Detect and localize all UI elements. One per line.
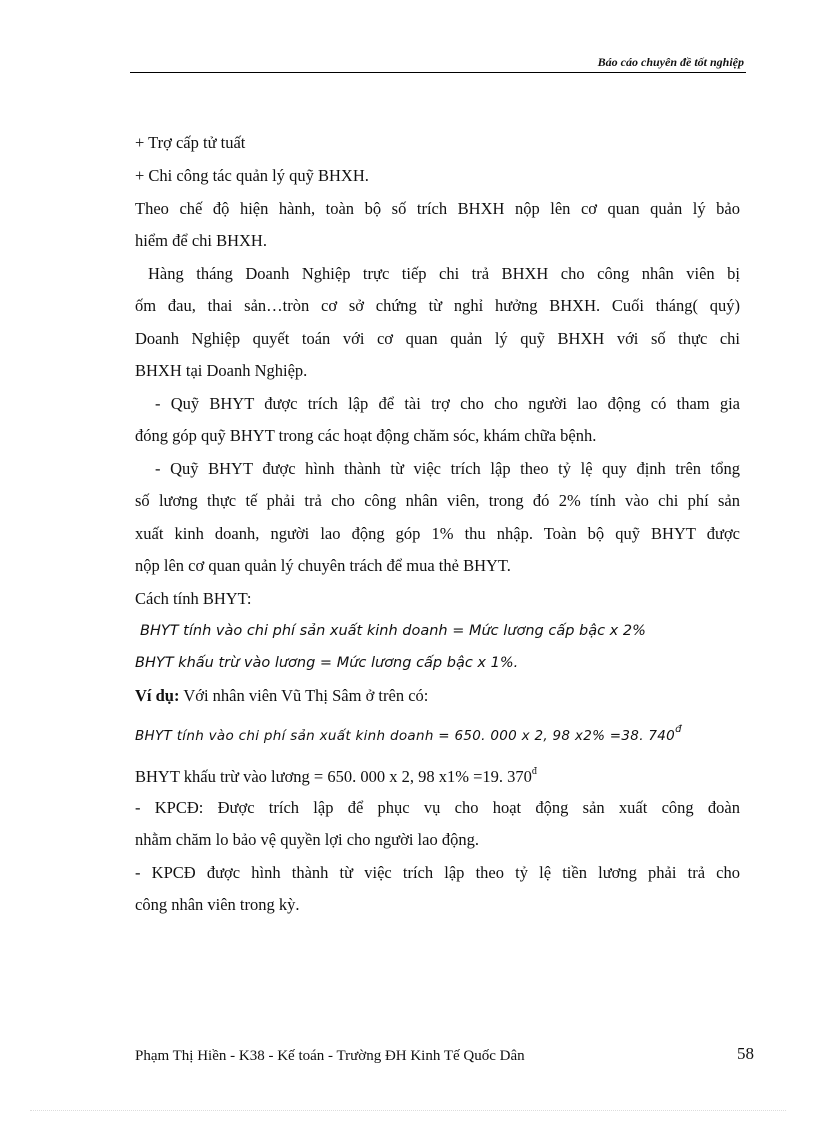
formula-text: BHYT khấu trừ vào lương = 650. 000 x 2, 98 x1% =19. 370 <box>135 767 532 786</box>
text-line: Hàng tháng Doanh Nghiệp trực tiếp chi trả BHXH cho công nhân viên bị <box>148 264 740 283</box>
text-line: Doanh Nghiệp quyết toán với cơ quan quản lý quỹ BHXH với số thực chi <box>135 329 740 348</box>
example-text: Với nhân viên Vũ Thị Sâm ở trên có: <box>183 686 429 705</box>
text-line: nhằm chăm lo bảo vệ quyền lợi cho người lao động. <box>135 830 479 849</box>
formula-text: BHYT tính vào chi phí sản xuất kinh doanh = 650. 000 x 2, 98 x2% =38. 740 <box>135 728 676 744</box>
header-rule <box>130 72 746 73</box>
text-line: BHXH tại Doanh Nghiệp. <box>135 361 308 380</box>
text-line: đóng góp quỹ BHYT trong các hoạt động chăm sóc, khám chữa bệnh. <box>135 426 597 445</box>
currency-symbol: đ <box>531 766 537 777</box>
formula-line <box>135 718 740 748</box>
text-line: - KPCĐ được hình thành từ việc trích lập theo tỷ lệ tiền lương phải trả cho <box>135 863 740 882</box>
text-line: xuất kinh doanh, người lao động góp 1% thu nhập. Toàn bộ quỹ BHYT được <box>135 524 740 543</box>
text-line: - Quỹ BHYT được trích lập để tài trợ cho cho người lao động có tham gia <box>155 394 740 413</box>
page-number: 58 <box>737 1044 754 1063</box>
text-line: số lương thực tế phải trả cho công nhân viên, trong đó 2% tính vào chi phí sản <box>135 491 740 510</box>
footer-author: Phạm Thị Hiền - K38 - Kế toán - Trường ĐH Kinh Tế Quốc Dân <box>135 1048 525 1064</box>
formula-line <box>135 760 740 789</box>
text-line: - KPCĐ: Được trích lập để phục vụ cho hoạt động sản xuất công đoàn <box>135 798 740 817</box>
text-line: nộp lên cơ quan quản lý chuyên trách để mua thẻ BHYT. <box>135 556 511 575</box>
text-line: hiểm để chi BHXH. <box>135 231 267 250</box>
example-line <box>135 684 740 708</box>
page-bottom-border <box>30 1110 786 1111</box>
currency-symbol: đ <box>675 724 682 735</box>
formula-line: BHYT khấu trừ vào lương = Mức lương cấp bậc x 1%. <box>135 655 519 671</box>
text-line: + Trợ cấp tử tuất <box>135 133 246 152</box>
formula-line: BHYT tính vào chi phí sản xuất kinh doanh = Mức lương cấp bậc x 2% <box>140 623 646 639</box>
header-title: Báo cáo chuyên đề tốt nghiệp <box>597 55 744 69</box>
text-line: Theo chế độ hiện hành, toàn bộ số trích BHXH nộp lên cơ quan quản lý bảo <box>135 199 740 218</box>
text-line: ốm đau, thai sản…tròn cơ sở chứng từ nghỉ hưởng BHXH. Cuối tháng( quý) <box>135 296 740 315</box>
text-line: công nhân viên trong kỳ. <box>135 895 300 914</box>
example-label: Ví dụ: <box>135 686 180 705</box>
text-line: - Quỹ BHYT được hình thành từ việc trích lập theo tỷ lệ quy định trên tổng <box>155 459 740 478</box>
text-line: Cách tính BHYT: <box>135 589 252 608</box>
text-line: + Chi công tác quản lý quỹ BHXH. <box>135 166 369 185</box>
